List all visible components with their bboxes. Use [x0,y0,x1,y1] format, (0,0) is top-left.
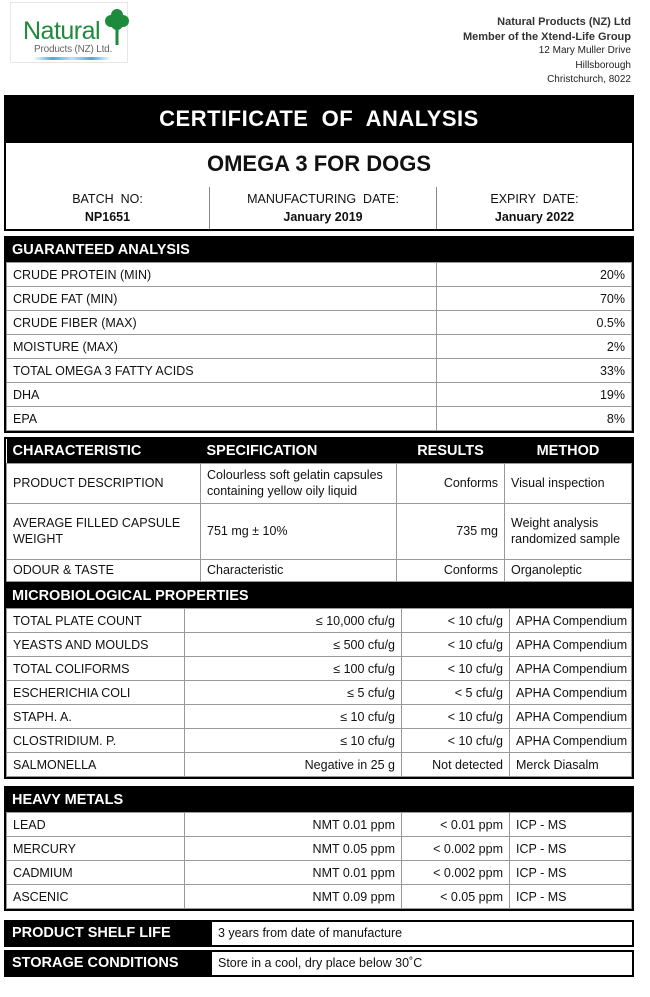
guaranteed-analysis-section [4,236,634,433]
test-result: < 10 cfu/g [402,705,510,729]
test-specification: Negative in 25 g [185,753,402,777]
test-name: ASCENIC [7,885,185,909]
table-row [7,335,632,359]
analysis-name: CRUDE FIBER (MAX) [7,311,437,335]
heavy-metals-table [6,812,632,909]
microbiological-table [6,608,632,777]
storage-conditions-value: Store in a cool, dry place below 30˚C [210,952,632,975]
table-row [7,633,632,657]
analysis-value: 0.5% [437,311,632,335]
manufacturing-date-value: January 2019 [283,210,363,224]
analysis-value: 8% [437,407,632,431]
microbiological-section [4,583,634,779]
analysis-value: 70% [437,287,632,311]
table-row [7,753,632,777]
characteristic-name: AVERAGE FILLED CAPSULE WEIGHT [7,503,201,559]
analysis-value: 2% [437,335,632,359]
batch-label: BATCH NO: [72,192,143,206]
test-specification: NMT 0.01 ppm [185,813,402,837]
table-row [7,311,632,335]
test-specification: ≤ 10 cfu/g [185,729,402,753]
test-method: APHA Compendium [510,681,632,705]
column-header: SPECIFICATION [201,439,397,463]
expiry-date-label: EXPIRY DATE: [490,192,579,206]
test-name: TOTAL PLATE COUNT [7,609,185,633]
test-result: < 0.002 ppm [402,861,510,885]
table-row [7,885,632,909]
test-method: ICP - MS [510,837,632,861]
shelf-life-row [4,920,634,947]
test-method: APHA Compendium [510,729,632,753]
analysis-value: 33% [437,359,632,383]
test-specification: NMT 0.05 ppm [185,837,402,861]
test-method: ICP - MS [510,813,632,837]
table-row [7,263,632,287]
analysis-value: 19% [437,383,632,407]
shelf-life-label: PRODUCT SHELF LIFE [6,922,210,945]
test-result: < 10 cfu/g [402,729,510,753]
tree-icon [104,7,130,47]
batch-cell [6,187,209,229]
test-result: < 10 cfu/g [402,657,510,681]
test-method: APHA Compendium [510,633,632,657]
table-row [7,559,632,581]
column-header: CHARACTERISTIC [7,439,201,463]
table-row [7,861,632,885]
test-result: < 0.002 ppm [402,837,510,861]
expiry-date-cell [436,187,632,229]
test-name: YEASTS AND MOULDS [7,633,185,657]
test-name: STAPH. A. [7,705,185,729]
logo-wave [33,57,111,60]
section-heading: GUARANTEED ANALYSIS [6,238,632,262]
table-row [7,383,632,407]
test-result: Not detected [402,753,510,777]
characteristic-name: PRODUCT DESCRIPTION [7,463,201,503]
test-method: ICP - MS [510,861,632,885]
analysis-value: 20% [437,263,632,287]
column-header: METHOD [505,439,632,463]
test-name: MERCURY [7,837,185,861]
table-row [7,503,632,559]
table-row [7,705,632,729]
test-specification: NMT 0.09 ppm [185,885,402,909]
table-row [7,609,632,633]
test-name: SALMONELLA [7,753,185,777]
table-row [7,463,632,503]
shelf-life-value: 3 years from date of manufacture [210,922,632,945]
characteristic-spec: 751 mg ± 10% [201,503,397,559]
table-row [7,837,632,861]
address-line: 12 Mary Muller Drive [538,45,631,56]
test-method: APHA Compendium [510,609,632,633]
storage-conditions-row [4,950,634,977]
analysis-name: EPA [7,407,437,431]
section-heading: MICROBIOLOGICAL PROPERTIES [6,585,632,608]
test-method: ICP - MS [510,885,632,909]
test-name: TOTAL COLIFORMS [7,657,185,681]
characteristic-result: 735 mg [397,503,505,559]
product-name: OMEGA 3 FOR DOGS [4,143,634,188]
manufacturing-date-cell [209,187,436,229]
company-name: Natural Products (NZ) Ltd [497,16,631,28]
test-result: < 0.01 ppm [402,813,510,837]
analysis-name: TOTAL OMEGA 3 FATTY ACIDS [7,359,437,383]
test-method: APHA Compendium [510,705,632,729]
characteristics-section [4,437,634,584]
test-specification: ≤ 10,000 cfu/g [185,609,402,633]
table-row [7,657,632,681]
test-name: CLOSTRIDIUM. P. [7,729,185,753]
address-line: Christchurch, 8022 [547,74,631,85]
characteristic-method: Organoleptic [505,559,632,581]
test-method: Merck Diasalm [510,753,632,777]
characteristic-name: ODOUR & TASTE [7,559,201,581]
test-method: APHA Compendium [510,657,632,681]
table-row [7,813,632,837]
logo-brand-text: Natural [23,17,101,45]
characteristic-spec: Characteristic [201,559,397,581]
company-address-block [463,15,631,88]
table-row [7,681,632,705]
test-name: LEAD [7,813,185,837]
characteristic-method: Weight analysis randomized sample [505,503,632,559]
characteristics-table [6,439,632,582]
test-specification: ≤ 10 cfu/g [185,705,402,729]
address-line: Hillsborough [575,59,631,71]
logo-subtitle: Products (NZ) Ltd. [34,44,113,55]
test-name: ESCHERICHIA COLI [7,681,185,705]
table-row [7,407,632,431]
test-result: < 0.05 ppm [402,885,510,909]
analysis-name: CRUDE FAT (MIN) [7,287,437,311]
analysis-name: CRUDE PROTEIN (MIN) [7,263,437,287]
table-header-row [7,439,632,463]
heavy-metals-section [4,786,634,911]
table-row [7,287,632,311]
test-result: < 5 cfu/g [402,681,510,705]
characteristic-spec: Colourless soft gelatin capsules containing yellow oily liquid [201,463,397,503]
company-group: Member of the Xtend-Life Group [462,30,631,43]
test-specification: ≤ 5 cfu/g [185,681,402,705]
guaranteed-analysis-table [6,262,632,431]
table-row [7,359,632,383]
analysis-name: MOISTURE (MAX) [7,335,437,359]
test-specification: ≤ 100 cfu/g [185,657,402,681]
test-specification: NMT 0.01 ppm [185,861,402,885]
test-result: < 10 cfu/g [402,609,510,633]
document-title: CERTIFICATE OF ANALYSIS [4,95,634,143]
column-header: RESULTS [397,439,505,463]
characteristic-method: Visual inspection [505,463,632,503]
characteristic-result: Conforms [397,559,505,581]
batch-info-row [4,187,634,231]
table-row [7,729,632,753]
expiry-date-value: January 2022 [494,210,575,224]
characteristic-result: Conforms [397,463,505,503]
batch-value: NP1651 [84,210,131,224]
test-specification: ≤ 500 cfu/g [185,633,402,657]
test-result: < 10 cfu/g [402,633,510,657]
storage-conditions-label: STORAGE CONDITIONS [6,952,210,975]
section-heading: HEAVY METALS [6,788,632,812]
analysis-name: DHA [7,383,437,407]
manufacturing-date-label: MANUFACTURING DATE: [247,192,399,206]
test-name: CADMIUM [7,861,185,885]
company-logo [10,2,128,63]
